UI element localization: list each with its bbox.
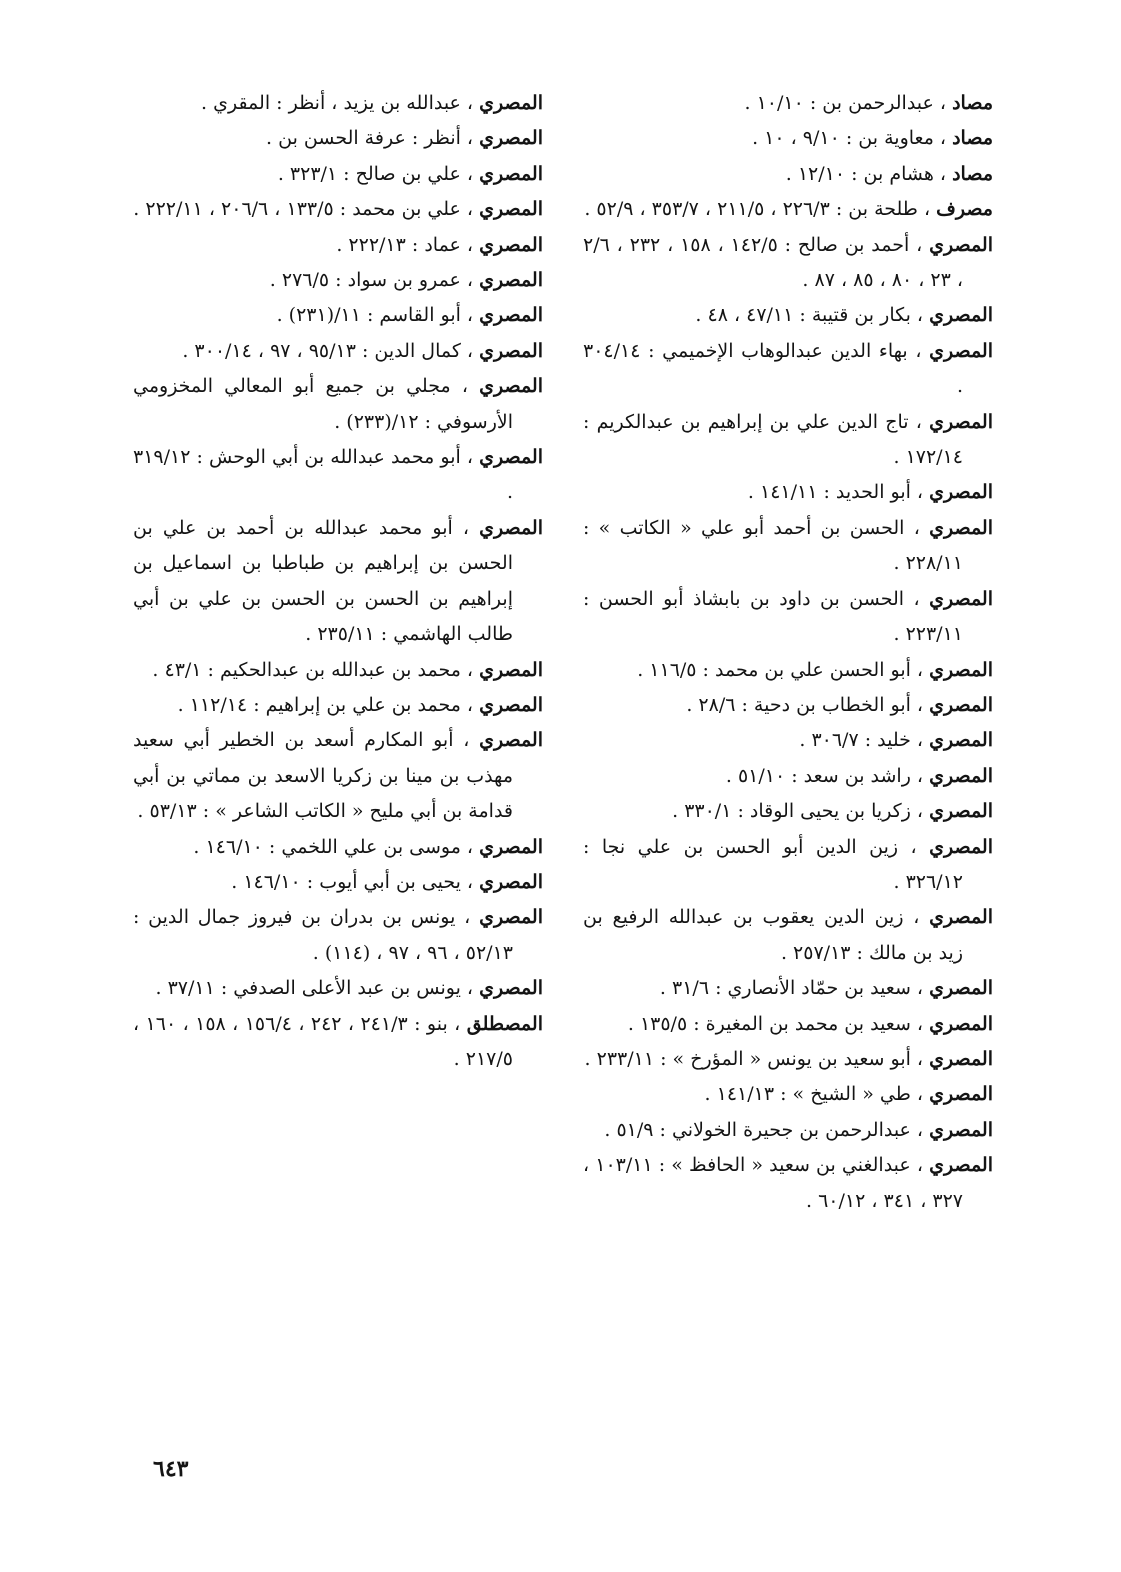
entry-text: ، سعيد بن حمّاد الأنصاري : ٣١/٦ .	[659, 977, 930, 1000]
entry-headword: المصري	[929, 800, 993, 823]
entry-text: ، محمد بن عبدالله بن عبدالحكيم : ٤٣/١ .	[152, 658, 480, 681]
entry-text: ، أنظر : عرفة الحسن بن .	[266, 127, 480, 150]
index-entry	[583, 759, 993, 794]
page-number: ٦٤٣	[153, 1456, 189, 1482]
entry-headword: المصري	[479, 906, 543, 929]
index-entry	[583, 1077, 993, 1112]
entry-text: ، أبو محمد عبدالله بن أحمد بن علي بن الحسن بن إبراهيم بن طباطبا بن اسماعيل بن إبراهيم بن الحسن بن الحسن بن علي بن أبي طالب الهاشمي : ٢٣٥/١١ .	[133, 516, 513, 646]
entry-headword: المصري	[929, 835, 993, 858]
index-entry	[583, 405, 993, 476]
entry-text: ، زكريا بن يحيى الوقاد : ٣٣٠/١ .	[672, 800, 930, 823]
left-column	[133, 86, 543, 1077]
index-entry	[133, 653, 543, 688]
entry-headword: المصري	[479, 304, 543, 327]
index-entry	[133, 971, 543, 1006]
entry-text: ، زين الدين يعقوب بن عبدالله الرفيع بن زيد بن مالك : ٢٥٧/١٣ .	[583, 906, 963, 964]
entry-text: ، طي « الشيخ » : ١٤١/١٣ .	[704, 1083, 930, 1106]
entry-text: ، بكار بن قتيبة : ٤٧/١١ ، ٤٨ .	[695, 304, 930, 327]
index-entry	[583, 971, 993, 1006]
entry-text: ، معاوية بن : ٩/١٠ ، ١٠ .	[752, 127, 953, 150]
index-entry	[583, 192, 993, 227]
entry-text: ، الحسن بن داود بن بابشاذ أبو الحسن : ٢٢٣/١١ .	[583, 587, 963, 646]
entry-text: ، أبو القاسم : ١١/(٢٣١) .	[276, 304, 480, 327]
index-entry	[133, 86, 543, 121]
entry-text: ، عبدالله بن يزيد ، أنظر : المقري .	[201, 92, 480, 114]
entry-text: ، أبو المكارم أسعد بن الخطير أبي سعيد مهذب بن مينا بن زكريا الاسعد بن مماتي بن أبي قدامة بن أبي مليح « الكاتب الشاعر » : ٥٣/١٣ .	[133, 729, 513, 823]
entry-headword: المصري	[479, 198, 543, 221]
entry-text: ، خليد : ٣٠٦/٧ .	[799, 729, 930, 752]
entry-headword: مصاد	[952, 127, 993, 150]
entry-headword: المصري	[929, 764, 993, 787]
entry-headword: المصري	[929, 516, 993, 539]
index-entry	[133, 369, 543, 440]
index-entry	[133, 1007, 543, 1078]
entry-headword: المصري	[929, 1047, 993, 1070]
entry-headword: المصري	[479, 92, 543, 114]
entry-headword: المصطلق	[466, 1012, 543, 1035]
entry-headword: المصري	[929, 304, 993, 327]
entry-headword: المصري	[479, 162, 543, 185]
entry-headword: المصري	[929, 410, 993, 433]
entry-text: ، راشد بن سعد : ٥١/١٠ .	[725, 764, 930, 787]
entry-text: ، علي بن صالح : ٣٢٣/١ .	[277, 162, 480, 185]
entry-headword: المصري	[929, 693, 993, 716]
index-entry	[133, 511, 543, 653]
entry-headword: مصاد	[952, 162, 993, 185]
entry-headword: المصري	[479, 233, 543, 256]
index-entry	[583, 121, 993, 156]
index-entry	[583, 1042, 993, 1077]
index-entry	[133, 121, 543, 156]
entry-headword: المصري	[929, 481, 993, 504]
entry-headword: المصري	[479, 446, 543, 469]
entry-text: ، أحمد بن صالح : ١٤٢/٥ ، ١٥٨ ، ٢٣٢ ، ٢/٦ ، ٢٣ ، ٨٠ ، ٨٥ ، ٨٧ .	[583, 233, 963, 292]
index-entry	[133, 263, 543, 298]
entry-text: ، بهاء الدين عبدالوهاب الإخميمي : ٣٠٤/١٤ .	[583, 339, 963, 398]
entry-text: ، عبدالرحمن بن : ١٠/١٠ .	[744, 92, 953, 114]
index-entry	[583, 688, 993, 723]
index-entry	[583, 511, 993, 582]
index-entry	[583, 830, 993, 901]
entry-text: ، تاج الدين علي بن إبراهيم بن عبدالكريم : ١٧٢/١٤ .	[583, 410, 963, 469]
entry-text: ، عبدالغني بن سعيد « الحافظ » : ١٠٣/١١ ، ٣٢٧ ، ٣٤١ ، ٦٠/١٢ .	[583, 1154, 963, 1212]
entry-headword: المصري	[479, 977, 543, 1000]
index-entry	[583, 723, 993, 758]
entry-text: ، عمرو بن سواد : ٢٧٦/٥ .	[269, 269, 480, 292]
entry-headword: المصري	[479, 729, 543, 752]
entry-headword: المصري	[929, 1012, 993, 1035]
entry-headword: المصري	[479, 870, 543, 893]
entry-headword: المصري	[929, 977, 993, 1000]
entry-text: ، بنو : ٢٤١/٣ ، ٢٤٢ ، ١٥٦/٤ ، ١٥٨ ، ١٦٠ ، ٢١٧/٥ .	[133, 1012, 513, 1070]
index-entry	[133, 865, 543, 900]
entry-text: ، يونس بن بدران بن فيروز جمال الدين : ٥٢/١٣ ، ٩٦ ، ٩٧ ، (١١٤) .	[133, 906, 513, 964]
index-entry	[133, 723, 543, 829]
index-entry	[133, 900, 543, 971]
entry-headword: المصري	[929, 1154, 993, 1177]
entry-text: ، الحسن بن أحمد أبو علي « الكاتب » : ٢٢٨/١١ .	[583, 516, 963, 575]
index-entry	[133, 298, 543, 333]
entry-headword: المصري	[929, 658, 993, 681]
entry-text: ، أبو الحسن علي بن محمد : ١١٦/٥ .	[637, 658, 930, 681]
right-column	[583, 86, 993, 1219]
entry-text: ، زين الدين أبو الحسن بن علي نجا : ٣٢٦/١٢ .	[583, 835, 963, 893]
entry-text: ، أبو محمد عبدالله بن أبي الوحش : ٣١٩/١٢ .	[133, 446, 513, 504]
entry-headword: المصري	[929, 587, 993, 610]
index-entry	[133, 440, 543, 511]
index-entry	[583, 900, 993, 971]
index-entry	[583, 475, 993, 510]
index-entry	[583, 653, 993, 688]
entry-headword: مصاد	[952, 92, 993, 114]
entry-headword: المصري	[929, 729, 993, 752]
entry-headword: المصري	[479, 835, 543, 858]
entry-text: ، مجلي بن جميع أبو المعالي المخزومي الأرسوفي : ١٢/(٢٣٣) .	[133, 375, 513, 433]
index-entry	[583, 1148, 993, 1219]
entry-text: ، أبو سعيد بن يونس « المؤرخ » : ٢٣٣/١١ .	[584, 1047, 930, 1070]
entry-headword: المصري	[479, 516, 543, 539]
index-entry	[583, 1113, 993, 1148]
entry-text: ، هشام بن : ١٢/١٠ .	[785, 162, 953, 185]
entry-headword: المصري	[929, 1118, 993, 1141]
index-entry	[133, 830, 543, 865]
entry-headword: مصرف	[936, 198, 993, 221]
entry-text: ، أبو الحديد : ١٤١/١١ .	[747, 481, 930, 504]
index-entry	[133, 688, 543, 723]
entry-headword: المصري	[929, 339, 993, 362]
index-entry	[583, 298, 993, 333]
entry-headword: المصري	[479, 339, 543, 362]
index-entry	[133, 192, 543, 227]
index-entry	[583, 334, 993, 405]
entry-headword: المصري	[929, 1083, 993, 1106]
entry-text: ، علي بن محمد : ١٣٣/٥ ، ٢٠٦/٦ ، ٢٢٢/١١ .	[133, 198, 480, 221]
entry-headword: المصري	[479, 375, 543, 398]
index-entry	[583, 582, 993, 653]
entry-text: ، سعيد بن محمد بن المغيرة : ١٣٥/٥ .	[627, 1012, 930, 1035]
entry-headword: المصري	[929, 233, 993, 256]
index-entry	[133, 157, 543, 192]
index-entry	[583, 1007, 993, 1042]
entry-text: ، أبو الخطاب بن دحية : ٢٨/٦ .	[686, 693, 930, 716]
entry-headword: المصري	[479, 269, 543, 292]
entry-text: ، عماد : ٢٢٢/١٣ .	[336, 233, 480, 256]
index-entry	[583, 228, 993, 299]
entry-text: ، موسى بن علي اللخمي : ١٤٦/١٠ .	[193, 835, 480, 858]
entry-text: ، عبدالرحمن بن جحيرة الخولاني : ٥١/٩ .	[604, 1118, 930, 1141]
entry-headword: المصري	[479, 658, 543, 681]
entry-text: ، طلحة بن : ٢٢٦/٣ ، ٢١١/٥ ، ٣٥٣/٧ ، ٥٢/٩ .	[584, 198, 937, 221]
entry-headword: المصري	[479, 127, 543, 150]
entry-headword: المصري	[479, 693, 543, 716]
index-entry	[133, 228, 543, 263]
index-entry	[133, 334, 543, 369]
index-entry	[583, 86, 993, 121]
entry-text: ، محمد بن علي بن إبراهيم : ١١٢/١٤ .	[177, 693, 480, 716]
entry-text: ، كمال الدين : ٩٥/١٣ ، ٩٧ ، ٣٠٠/١٤ .	[182, 339, 480, 362]
index-entry	[583, 157, 993, 192]
entry-headword: المصري	[929, 906, 993, 929]
entry-text: ، يونس بن عبد الأعلى الصدفي : ٣٧/١١ .	[155, 977, 480, 1000]
entry-text: ، يحيى بن أبي أيوب : ١٤٦/١٠ .	[231, 870, 480, 893]
index-entry	[583, 794, 993, 829]
